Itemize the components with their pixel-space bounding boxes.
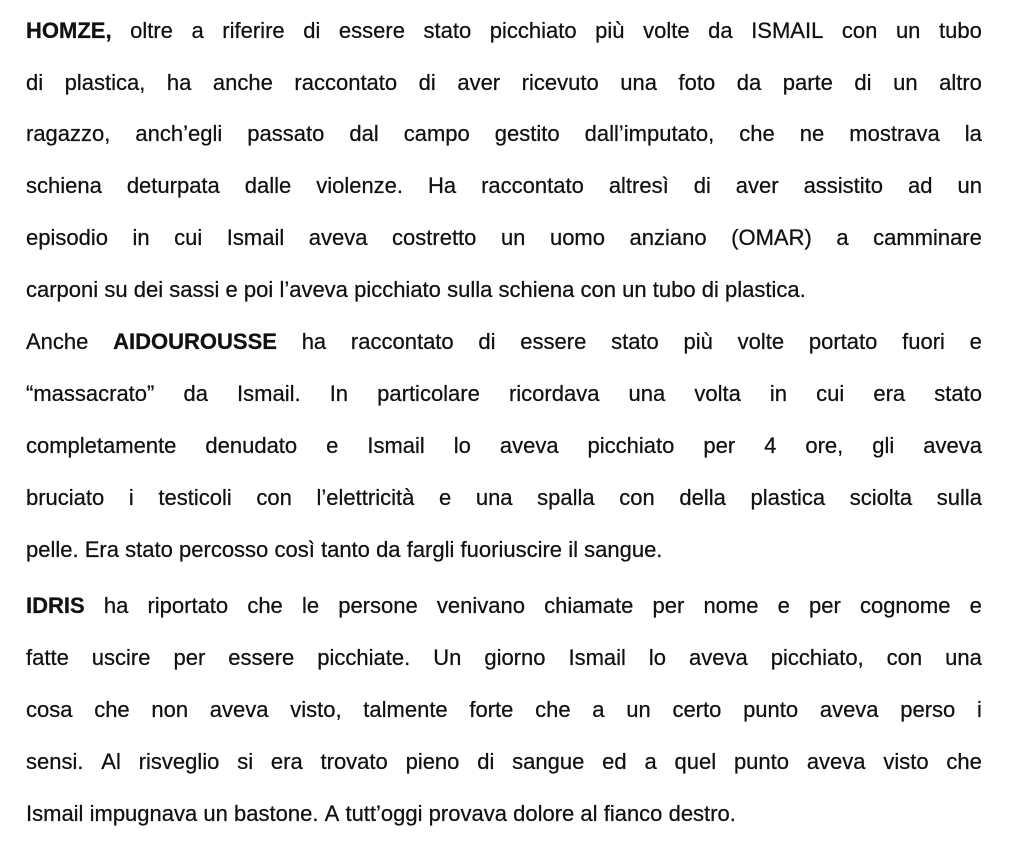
- word: Ismail.: [237, 381, 301, 406]
- word: ISMAIL: [751, 18, 824, 43]
- word: con: [841, 18, 878, 43]
- word: più: [683, 329, 713, 354]
- word: per: [703, 433, 736, 458]
- word: bruciato: [26, 485, 105, 510]
- word: della: [679, 485, 726, 510]
- word: perso: [900, 697, 956, 722]
- word: picchiato: [587, 433, 675, 458]
- word: cosa: [26, 697, 73, 722]
- word: talmente: [363, 697, 448, 722]
- word: portato: [808, 329, 878, 354]
- word: aver: [735, 173, 779, 198]
- word: ha: [103, 593, 129, 618]
- word: sangue.: [584, 537, 663, 562]
- word: episodio: [26, 225, 108, 250]
- word: schiena: [26, 173, 102, 198]
- word: una: [620, 70, 657, 95]
- word: chiamate: [544, 593, 634, 618]
- word: cognome: [859, 593, 951, 618]
- word: visto,: [290, 697, 342, 722]
- word: più: [595, 18, 625, 43]
- word: assistito: [803, 173, 884, 198]
- word: l’elettricità: [316, 485, 415, 510]
- word: su: [104, 277, 128, 302]
- word: a: [836, 225, 849, 250]
- word: a: [191, 18, 204, 43]
- word: fuoriuscire: [460, 537, 563, 562]
- word: ricevuto: [521, 70, 599, 95]
- word: di: [477, 749, 495, 774]
- word: A: [324, 801, 340, 826]
- text-line: [26, 798, 982, 830]
- text-line: [26, 274, 982, 306]
- word: uscire: [91, 645, 151, 670]
- word: un: [626, 697, 651, 722]
- word: con: [256, 485, 292, 510]
- word: non: [151, 697, 189, 722]
- word: lo: [453, 433, 471, 458]
- word: riportato: [147, 593, 229, 618]
- word: ed: [602, 749, 627, 774]
- word: aveva: [923, 433, 982, 458]
- word: persone: [338, 593, 418, 618]
- word: di: [26, 70, 44, 95]
- word: risveglio: [138, 749, 220, 774]
- word: volta: [694, 381, 741, 406]
- word: a: [592, 697, 605, 722]
- word: un: [893, 70, 918, 95]
- word: pieno: [405, 749, 460, 774]
- word: ore,: [805, 433, 844, 458]
- text-line: [26, 746, 982, 778]
- word: dalle: [244, 173, 292, 198]
- word: con: [886, 645, 923, 670]
- word: fuori: [902, 329, 945, 354]
- word: Ismail: [226, 225, 285, 250]
- word: picchiato: [489, 18, 577, 43]
- word: campo: [403, 121, 470, 146]
- word: lo: [648, 645, 667, 670]
- word: (OMAR): [731, 225, 812, 250]
- text-line: [26, 430, 982, 462]
- word: picchiate.: [317, 645, 411, 670]
- word: In: [329, 381, 349, 406]
- word: era: [873, 381, 906, 406]
- word: sciolta: [849, 485, 913, 510]
- word: essere: [338, 18, 405, 43]
- word: stato: [934, 381, 982, 406]
- word: stato: [423, 18, 472, 43]
- word: pelle.: [26, 537, 79, 562]
- word: la: [964, 121, 982, 146]
- word: dolore: [513, 801, 575, 826]
- word: da: [736, 70, 762, 95]
- word: a: [644, 749, 657, 774]
- word: da: [376, 537, 401, 562]
- word: Ismail: [26, 801, 84, 826]
- word: per: [652, 593, 685, 618]
- word: raccontato: [350, 329, 454, 354]
- word: “massacrato”: [26, 381, 155, 406]
- word: fargli: [406, 537, 455, 562]
- word: costretto: [392, 225, 477, 250]
- word: stato: [125, 537, 173, 562]
- word: sensi.: [26, 749, 84, 774]
- word: e: [777, 593, 790, 618]
- word: testicoli: [158, 485, 232, 510]
- word: con: [580, 277, 616, 302]
- word: visto: [883, 749, 929, 774]
- word: essere: [520, 329, 587, 354]
- word: picchiato,: [770, 645, 864, 670]
- word: trovato: [320, 749, 388, 774]
- word: aveva: [308, 225, 368, 250]
- word: una: [945, 645, 982, 670]
- word: giorno: [484, 645, 546, 670]
- person-name: AIDOUROUSSE: [113, 329, 277, 354]
- word: e: [438, 485, 452, 510]
- word: aver: [457, 70, 501, 95]
- word: sangue: [512, 749, 585, 774]
- text-line: [26, 378, 982, 410]
- text-line: [26, 642, 982, 674]
- word: volte: [737, 329, 785, 354]
- word: che: [739, 121, 775, 146]
- word: dei: [133, 277, 164, 302]
- word: spalla: [537, 485, 595, 510]
- word: sassi: [169, 277, 220, 302]
- text-line: [26, 222, 982, 254]
- word: plastica.: [725, 277, 806, 302]
- word: passato: [247, 121, 325, 146]
- word: particolare: [377, 381, 480, 406]
- word: aveva: [806, 749, 866, 774]
- word: stato: [611, 329, 659, 354]
- word: per: [809, 593, 841, 618]
- word: si: [237, 749, 254, 774]
- word: aveva: [209, 697, 269, 722]
- word: l’aveva: [279, 277, 348, 302]
- text-line: [26, 590, 982, 622]
- word: Un: [433, 645, 462, 670]
- word: nome: [703, 593, 759, 618]
- word: che: [946, 749, 982, 774]
- word: raccontato: [481, 173, 584, 198]
- word: camminare: [873, 225, 982, 250]
- word: violenze.: [316, 173, 404, 198]
- word: completamente: [26, 433, 177, 458]
- word: una: [475, 485, 513, 510]
- word: tubo: [938, 18, 982, 43]
- word: di: [478, 329, 496, 354]
- word: oltre: [130, 18, 173, 43]
- word: ne: [799, 121, 825, 146]
- word: ricordava: [508, 381, 600, 406]
- word: bastone.: [234, 801, 319, 826]
- word: anziano: [629, 225, 707, 250]
- text-line: [26, 118, 982, 150]
- text-line: [26, 67, 982, 99]
- word: foto: [678, 70, 716, 95]
- word: al: [580, 801, 598, 826]
- word: fianco: [603, 801, 663, 826]
- word: una: [628, 381, 666, 406]
- word: ha: [301, 329, 327, 354]
- word: da: [183, 381, 208, 406]
- word: che: [535, 697, 571, 722]
- word: di: [693, 173, 711, 198]
- word: cui: [816, 381, 845, 406]
- word: in: [769, 381, 788, 406]
- word: i: [128, 485, 134, 510]
- word: e: [969, 593, 982, 618]
- word: di: [701, 277, 719, 302]
- word: altresì: [608, 173, 669, 198]
- word: tubo: [652, 277, 696, 302]
- word: per: [173, 645, 206, 670]
- word: venivano: [436, 593, 525, 618]
- word: Anche: [26, 329, 89, 354]
- word: schiena: [498, 277, 575, 302]
- word: quel: [674, 749, 717, 774]
- word: Al: [101, 749, 121, 774]
- word: parte: [782, 70, 833, 95]
- word: punto: [743, 697, 799, 722]
- word: anche: [212, 70, 273, 95]
- text-line: [26, 534, 982, 566]
- word: anch’egli: [135, 121, 223, 146]
- word: di: [303, 18, 321, 43]
- word: sulla: [447, 277, 493, 302]
- word: aveva: [689, 645, 748, 670]
- word: deturpata: [126, 173, 220, 198]
- word: poi: [243, 277, 274, 302]
- word: dall’imputato,: [584, 121, 715, 146]
- word: altro: [939, 70, 982, 95]
- word: le: [301, 593, 320, 618]
- word: Ismail: [367, 433, 425, 458]
- word: con: [619, 485, 655, 510]
- word: Era: [84, 537, 119, 562]
- word: gli: [872, 433, 895, 458]
- word: un: [957, 173, 982, 198]
- word: denudato: [205, 433, 298, 458]
- word: punto: [733, 749, 789, 774]
- word: e: [969, 329, 982, 354]
- word: destro.: [668, 801, 736, 826]
- word: tanto: [320, 537, 370, 562]
- word: e: [326, 433, 339, 458]
- word: e: [225, 277, 238, 302]
- word: carponi: [26, 277, 99, 302]
- word: che: [94, 697, 130, 722]
- word: cui: [174, 225, 203, 250]
- word: percosso: [179, 537, 269, 562]
- word: forte: [469, 697, 514, 722]
- word: uomo: [549, 225, 605, 250]
- text-line: [26, 694, 982, 726]
- word: i: [977, 697, 982, 722]
- word: un: [895, 18, 921, 43]
- word: riferire: [222, 18, 285, 43]
- word: gestito: [494, 121, 560, 146]
- word: in: [132, 225, 150, 250]
- word: di: [854, 70, 872, 95]
- word: impugnava: [89, 801, 198, 826]
- word: essere: [228, 645, 295, 670]
- word: plastica: [750, 485, 826, 510]
- word: Ha: [428, 173, 457, 198]
- word: ragazzo,: [26, 121, 111, 146]
- word: sulla: [936, 485, 982, 510]
- text-line: [26, 482, 982, 514]
- person-name: IDRIS: [26, 593, 85, 618]
- word: Ismail: [568, 645, 626, 670]
- word: dal: [349, 121, 379, 146]
- word: era: [270, 749, 303, 774]
- word: fatte: [26, 645, 69, 670]
- word: volte: [643, 18, 690, 43]
- word: ha: [166, 70, 192, 95]
- word: mostrava: [849, 121, 940, 146]
- word: così: [274, 537, 315, 562]
- text-line: [26, 15, 982, 47]
- word: aveva: [499, 433, 559, 458]
- word: un: [500, 225, 526, 250]
- person-name: HOMZE,: [26, 18, 112, 43]
- word: certo: [672, 697, 722, 722]
- word: ad: [908, 173, 933, 198]
- word: raccontato: [294, 70, 398, 95]
- word: 4: [764, 433, 777, 458]
- word: un: [203, 801, 228, 826]
- word: che: [247, 593, 283, 618]
- word: provava: [428, 801, 507, 826]
- word: tutt’oggi: [345, 801, 423, 826]
- word: da: [708, 18, 733, 43]
- word: di: [418, 70, 436, 95]
- word: il: [568, 537, 578, 562]
- text-line: [26, 170, 982, 202]
- text-line: [26, 326, 982, 358]
- word: un: [622, 277, 647, 302]
- word: picchiato: [354, 277, 441, 302]
- word: aveva: [819, 697, 879, 722]
- word: plastica,: [64, 70, 146, 95]
